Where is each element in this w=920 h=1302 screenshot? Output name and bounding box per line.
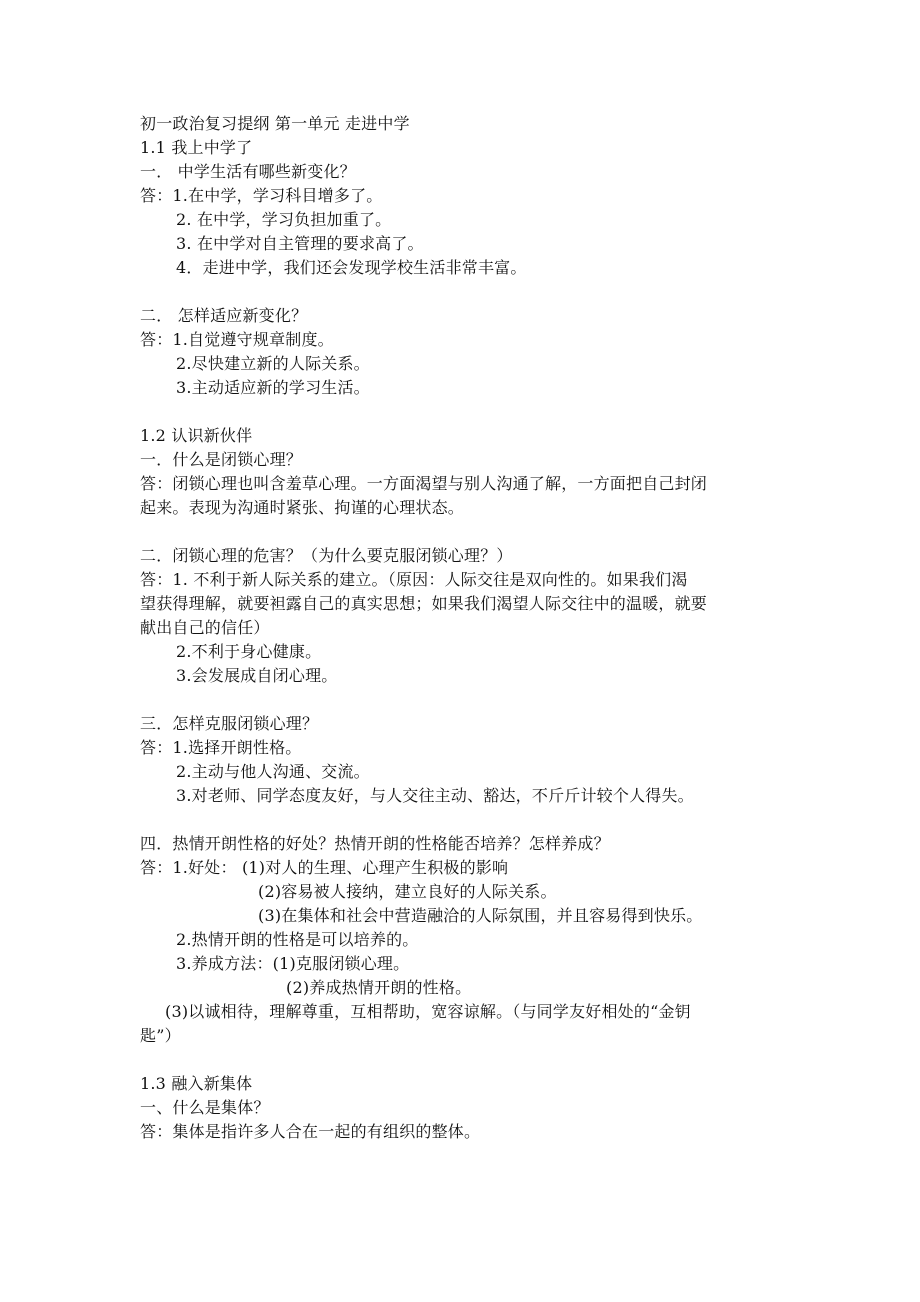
answer-line: 4．走进中学，我们还会发现学校生活非常丰富。 (176, 258, 527, 277)
question-line: 四．热情开朗性格的好处？热情开朗的性格能否培养？怎样养成？ (140, 834, 610, 853)
document-title: 初一政治复习提纲 第一单元 走进中学 (140, 114, 410, 133)
question-line: 一．什么是闭锁心理？ (140, 450, 303, 469)
answer-line: 答：1.在中学，学习科目增多了。 (140, 186, 383, 205)
answer-line: 2.主动与他人沟通、交流。 (176, 762, 370, 781)
section-heading-1-2: 1.2 认识新伙伴 (140, 426, 253, 445)
answer-line: (3)在集体和社会中营造融洽的人际氛围，并且容易得到快乐。 (258, 906, 703, 925)
answer-line: 匙”） (140, 1026, 181, 1045)
answer-line: 3.对老师、同学态度友好，与人交往主动、豁达，不斤斤计较个人得失。 (176, 786, 694, 805)
answer-line: 起来。表现为沟通时紧张、拘谨的心理状态。 (140, 498, 465, 517)
answer-line: 2. 在中学，学习负担加重了。 (176, 210, 392, 229)
answer-line: (2)养成热情开朗的性格。 (286, 978, 472, 997)
answer-line: 2.不利于身心健康。 (176, 642, 322, 661)
answer-line: 答：1.好处： (1)对人的生理、心理产生积极的影响 (140, 858, 509, 877)
answer-line: 答：1.选择开朗性格。 (140, 738, 302, 757)
question-line: 二．闭锁心理的危害？（为什么要克服闭锁心理？） (140, 546, 513, 565)
section-heading-1-1: 1.1 我上中学了 (140, 138, 253, 157)
answer-line: (2)容易被人接纳，建立良好的人际关系。 (258, 882, 557, 901)
answer-line: (3)以诚相待，理解尊重，互相帮助，宽容谅解。（与同学友好相处的“金钥 (165, 1002, 691, 1021)
answer-line: 答：1. 不利于新人际关系的建立。（原因：人际交往是双向性的。如果我们渴 (140, 570, 688, 589)
question-line: 一、什么是集体？ (140, 1098, 270, 1117)
answer-line: 2.尽快建立新的人际关系。 (176, 354, 370, 373)
answer-line: 答：1.自觉遵守规章制度。 (140, 330, 334, 349)
answer-line: 3.主动适应新的学习生活。 (176, 378, 370, 397)
answer-line: 答：闭锁心理也叫含羞草心理。一方面渴望与别人沟通了解，一方面把自己封闭 (140, 474, 708, 493)
answer-line: 2.热情开朗的性格是可以培养的。 (176, 930, 419, 949)
section-heading-1-3: 1.3 融入新集体 (140, 1074, 253, 1093)
question-line: 一． 中学生活有哪些新变化？ (140, 162, 356, 181)
answer-line: 望获得理解，就要袒露自己的真实思想；如果我们渴望人际交往中的温暖，就要 (140, 594, 708, 613)
answer-line: 3.会发展成自闭心理。 (176, 666, 338, 685)
answer-line: 答：集体是指许多人合在一起的有组织的整体。 (140, 1122, 481, 1141)
question-line: 三．怎样克服闭锁心理？ (140, 714, 319, 733)
question-line: 二． 怎样适应新变化？ (140, 306, 308, 325)
answer-line: 3.养成方法：(1)克服闭锁心理。 (176, 954, 410, 973)
answer-line: 3. 在中学对自主管理的要求高了。 (176, 234, 424, 253)
answer-line: 献出自己的信任） (140, 618, 270, 637)
